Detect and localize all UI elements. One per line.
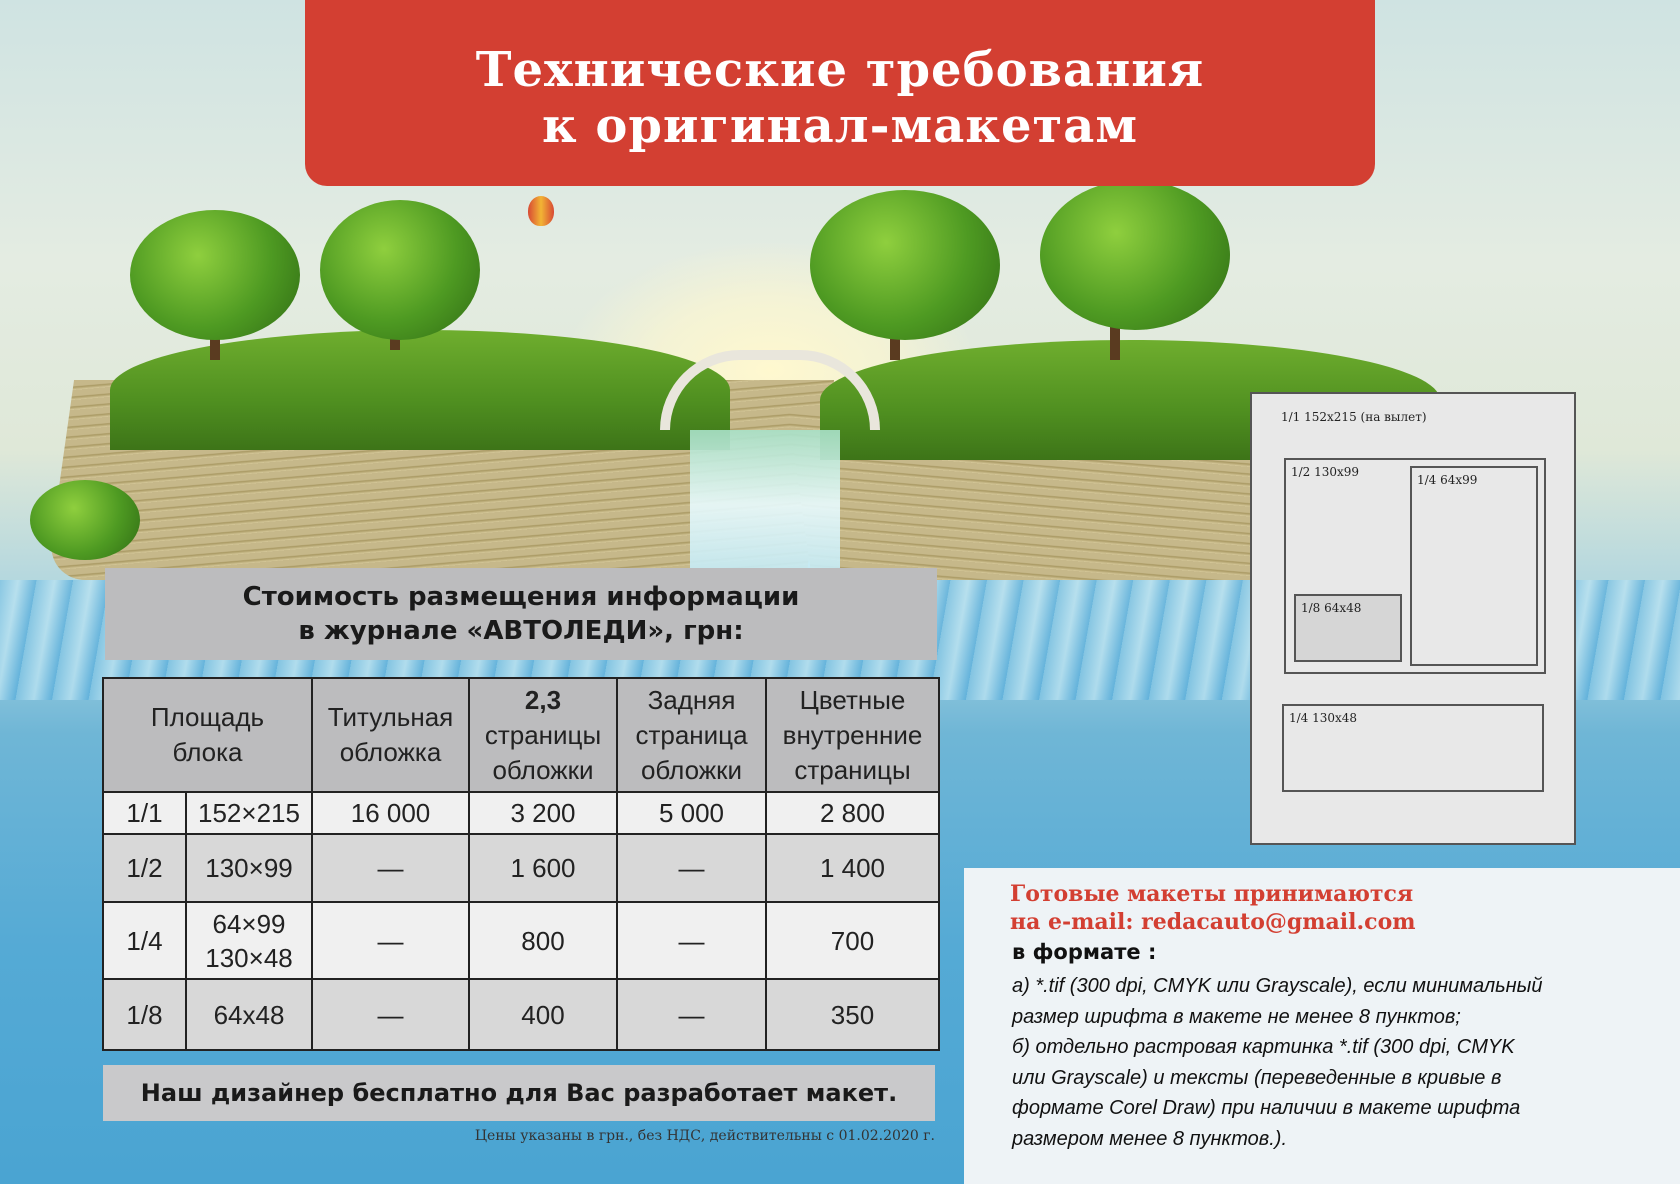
format-requirements: а) *.tif (300 dpi, CMYK или Grayscale), если минимальный размер шрифта в макете не менее 8 пунктов; б) отдельно растровая картинка *.tif (300 dpi, CMYK или Grayscale) и тексты (переведенные в кривые в формате Corel Draw) при наличии в макете шрифта размером менее 8 пунктов.). bbox=[1012, 975, 1543, 1150]
cell-fraction: 1/1 bbox=[103, 792, 186, 834]
ad-size-diagram bbox=[1250, 392, 1576, 845]
cell-fraction: 1/4 bbox=[103, 902, 186, 979]
page-title: Технические требования к оригинал-макетам bbox=[475, 42, 1205, 154]
cell-size: 130×99 bbox=[186, 834, 312, 902]
cell-back-cover: 5 000 bbox=[617, 792, 766, 834]
header-title-cover: Титульная обложка bbox=[312, 678, 469, 792]
header-cover-pages-2-3: 2,3 страницы обложки bbox=[469, 678, 617, 792]
cell-size: 64×99 130×48 bbox=[186, 902, 312, 979]
cell-fraction: 1/8 bbox=[103, 979, 186, 1050]
diagram-quarter-vertical: 1/4 64x99 bbox=[1410, 466, 1538, 666]
left-hill bbox=[110, 330, 730, 450]
header-area: Площадь блока bbox=[103, 678, 312, 792]
bush bbox=[30, 480, 140, 560]
table-row bbox=[103, 979, 939, 1050]
tree bbox=[320, 200, 480, 340]
table-row bbox=[103, 902, 939, 979]
cell-inner: 1 400 bbox=[766, 834, 939, 902]
cell-inner: 2 800 bbox=[766, 792, 939, 834]
hot-air-balloon-icon bbox=[528, 196, 554, 226]
table-row bbox=[103, 834, 939, 902]
cell-size: 64x48 bbox=[186, 979, 312, 1050]
tree bbox=[1040, 180, 1230, 330]
diagram-quarter-horizontal: 1/4 130x48 bbox=[1282, 704, 1544, 792]
designer-note: Наш дизайнер бесплатно для Вас разработает макет. bbox=[103, 1065, 935, 1121]
cell-back-cover: — bbox=[617, 834, 766, 902]
header-back-cover: Задняя страница обложки bbox=[617, 678, 766, 792]
cell-inner: 700 bbox=[766, 902, 939, 979]
table-header-row bbox=[103, 678, 939, 792]
cell-title-cover: — bbox=[312, 979, 469, 1050]
diagram-label-full: 1/1 152x215 (на вылет) bbox=[1281, 410, 1427, 424]
diagram-eighth: 1/8 64x48 bbox=[1294, 594, 1402, 662]
price-footnote: Цены указаны в грн., без НДС, действительны с 01.02.2020 г. bbox=[474, 1128, 935, 1144]
cell-pages-2-3: 400 bbox=[469, 979, 617, 1050]
tree bbox=[810, 190, 1000, 340]
title-banner bbox=[305, 0, 1375, 186]
tree bbox=[130, 210, 300, 340]
header-inner-pages: Цветные внутренние страницы bbox=[766, 678, 939, 792]
format-title: в формате : bbox=[1012, 940, 1157, 964]
cell-inner: 350 bbox=[766, 979, 939, 1050]
pricing-caption: Стоимость размещения информации в журнале «АВТОЛЕДИ», грн: bbox=[105, 568, 937, 660]
submission-heading: Готовые макеты принимаются на e-mail: redacauto@gmail.com bbox=[1010, 881, 1416, 935]
cell-size: 152×215 bbox=[186, 792, 312, 834]
cell-title-cover: — bbox=[312, 902, 469, 979]
waterfall bbox=[690, 430, 840, 580]
cell-back-cover: — bbox=[617, 979, 766, 1050]
table-row bbox=[103, 792, 939, 834]
cell-title-cover: — bbox=[312, 834, 469, 902]
pricing-table bbox=[102, 677, 940, 1051]
diagram-half-page: 1/2 130x99 bbox=[1284, 458, 1546, 674]
cell-pages-2-3: 3 200 bbox=[469, 792, 617, 834]
cell-fraction: 1/2 bbox=[103, 834, 186, 902]
cell-pages-2-3: 800 bbox=[469, 902, 617, 979]
cell-pages-2-3: 1 600 bbox=[469, 834, 617, 902]
cell-title-cover: 16 000 bbox=[312, 792, 469, 834]
cell-back-cover: — bbox=[617, 902, 766, 979]
submission-info-panel bbox=[964, 868, 1680, 1184]
